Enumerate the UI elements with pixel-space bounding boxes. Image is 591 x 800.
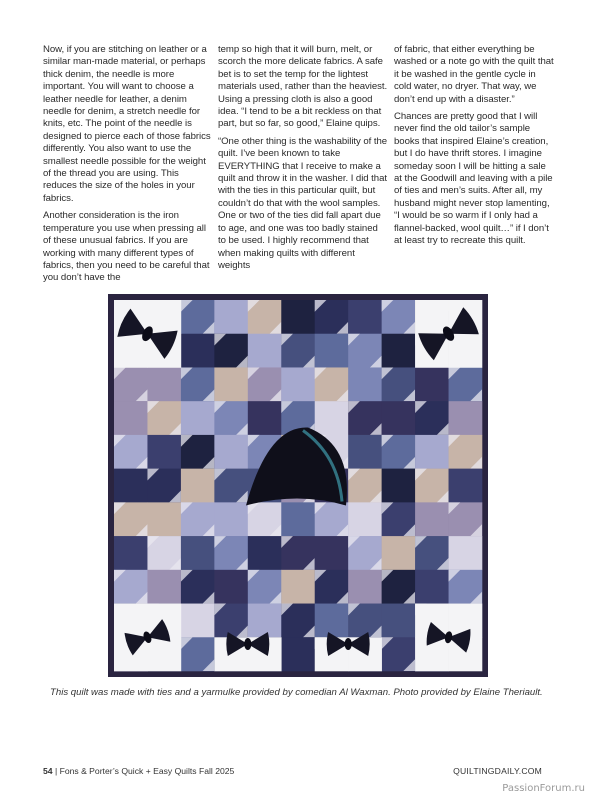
white-block [114, 604, 148, 638]
footer-publication [43, 766, 234, 776]
quilt-patch [449, 401, 483, 435]
quilt-patch [348, 300, 382, 334]
white-block [147, 637, 181, 671]
quilt-photo [108, 294, 488, 677]
quilt-patch [315, 401, 349, 435]
quilt-patch [248, 604, 282, 638]
quilt-patch [449, 469, 483, 503]
quilt-patch [415, 435, 449, 469]
quilt-patch [415, 367, 449, 401]
quilt-patch [181, 604, 215, 638]
quilt-patch [348, 435, 382, 469]
quilt-patch [315, 536, 349, 570]
quilt-patch [382, 401, 416, 435]
quilt-patch [382, 469, 416, 503]
quilt-patch [147, 435, 181, 469]
quilt-patch [214, 570, 248, 604]
quilt-patch [281, 502, 315, 536]
quilt-patch [348, 502, 382, 536]
bowtie-knot [345, 638, 352, 650]
paragraph: of fabric, that either everything be washed or a note go with the quilt that it be washed in the gentle cycle in cold water, no dryer. That way, we don’t end up with a disaster.” [394, 44, 554, 105]
paragraph: Now, if you are stitching on leather or a similar man-made material, or perhaps thick denim, the needle is more important. You will want to choose a leather needle for leather, a denim needle for denim, a stretch needle for knits, etc. The point of the needle is designed to pierce each of those fabrics differently. You also want to use the smallest needle possible for the weight of the thread you are using. This reduces the size of the holes in your fabrics. [43, 44, 211, 204]
quilt-patch [315, 604, 349, 638]
quilt-patch [248, 401, 282, 435]
watermark: PassionForum.ru [502, 783, 585, 794]
quilt-patch [248, 536, 282, 570]
quilt-patch [315, 334, 349, 368]
quilt-patch [449, 536, 483, 570]
article-column-3 [394, 44, 554, 253]
quilt-illustration [108, 294, 488, 677]
paragraph: Chances are pretty good that I will never find the old tailor’s sample books that inspired Elaine’s creation, but I do have thrift stores. I imagine someday soon I will be hitting a sale at the Goodwill and leaving with a pile of ties and men’s suits. After all, my husband might never stop lamenting, “I would be so warm if I only had a flannel-backed, wool quilt…” if I don’t at least try to recreate this quilt. [394, 111, 553, 247]
quilt-patch [181, 334, 215, 368]
quilt-patch [348, 367, 382, 401]
quilt-patch [415, 502, 449, 536]
quilt-patch [214, 300, 248, 334]
quilt-patch [147, 570, 181, 604]
article-column-2 [218, 44, 388, 277]
article-column-1 [43, 44, 213, 290]
paragraph: Another consideration is the iron temperature you use when pressing all of these unusual fabrics. If you are working with many different types of fabrics, then you need to be careful that you don’t have the [43, 210, 210, 284]
bowtie-knot [244, 638, 251, 650]
quilt-patch [415, 570, 449, 604]
quilt-patch [181, 469, 215, 503]
quilt-patch [281, 300, 315, 334]
quilt-patch [147, 502, 181, 536]
quilt-patch [214, 502, 248, 536]
quilt-patch [348, 570, 382, 604]
publication-name: | Fons & Porter’s Quick + Easy Quilts Fall 2025 [54, 766, 235, 776]
paragraph: “One other thing is the washability of the quilt. I’ve been known to take EVERYTHING that I receive to make a quilt and throw it in the washer. I did that with the ties in this particular quilt, but couldn’t do that with the wool samples. One or two of the ties did fall apart due to age, and one was too badly stained to be used. I highly recommend that when making quilts with different weights [218, 135, 388, 271]
quilt-patch [281, 637, 315, 671]
quilt-patch [281, 367, 315, 401]
footer-website: QUILTINGDAILY.COM [453, 766, 542, 776]
photo-caption: This quilt was made with ties and a yarmulke provided by comedian Al Waxman. Photo provided by Elaine Theriault. [50, 687, 543, 698]
quilt-patch [181, 536, 215, 570]
quilt-patch [382, 334, 416, 368]
quilt-patch [114, 401, 148, 435]
page-number: 54 [43, 766, 53, 776]
quilt-patch [114, 469, 148, 503]
quilt-patch [114, 536, 148, 570]
quilt-patch [147, 367, 181, 401]
paragraph: temp so high that it will burn, melt, or scorch the more delicate fabrics. A safe bet is to set the temp for the lightest materials used, rather than the heaviest. Using a pressing cloth is also a good idea. “I tend to be a bit reckless on that part, but so far, so good,” Elaine quips. [218, 44, 388, 130]
quilt-patch [281, 570, 315, 604]
quilt-patch [181, 401, 215, 435]
quilt-patch [214, 367, 248, 401]
quilt-patch [382, 536, 416, 570]
quilt-patch [382, 604, 416, 638]
quilt-patch [248, 334, 282, 368]
quilt-patch [214, 435, 248, 469]
